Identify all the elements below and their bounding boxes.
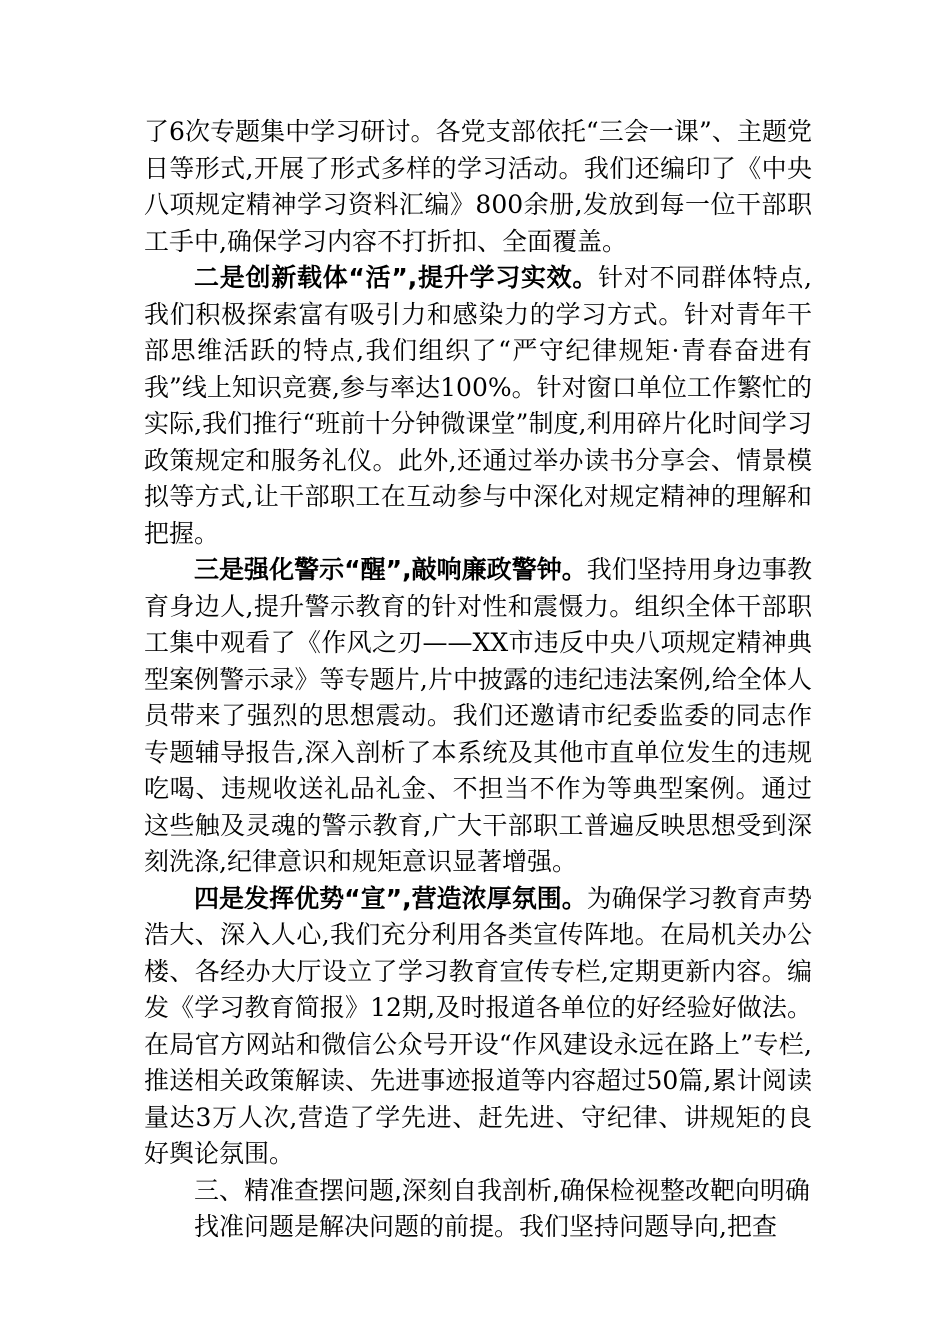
paragraph-lead: 四是发挥优势“宣”,营造浓厚氛围。 [194, 883, 587, 913]
paragraph-text: 我们坚持用身边事教育身边人,提升警示教育的针对性和震慑力。组织全体干部职工集中观看了《作风之刃——XX市违反中央八项规定精神典型案例警示录》等专题片,片中披露的违纪违法案例,给全体人员带来了强烈的思想震动。我们还邀请市纪委监委的同志作专题辅导报告,深入剖析了本系统及其他市直单位发生的违规吃喝、违规收送礼品礼金、不担当不作为等典型案例。通过这些触及灵魂的警示教育,广大干部职工普遍反映思想受到深刻洗涤,纪律意识和规矩意识显著增强。 [144, 555, 812, 876]
paragraph-text: 了6次专题集中学习研讨。各党支部依托“三会一课”、主题党日等形式,开展了形式多样的学习活动。我们还编印了《中央八项规定精神学习资料汇编》800余册,发放到每一位干部职工手中,确保学习内容不打折扣、全面覆盖。 [144, 117, 812, 256]
paragraph-continuation [144, 114, 812, 260]
paragraph-lead: 二是创新载体“活”,提升学习实效。 [194, 263, 599, 292]
paragraph-text: 为确保学习教育声势浩大、深入人心,我们充分利用各类宣传阵地。在局机关办公楼、各经办大厅设立了学习教育宣传专栏,定期更新内容。编发《学习教育简报》12期,及时报道各单位的好经验好做法。在局官方网站和微信公众号开设“作风建设永远在路上”专栏,推送相关政策解读、先进事迹报道等内容超过50篇,累计阅读量达3万人次,营造了学先进、赶先进、守纪律、讲规矩的良好舆论氛围。 [144, 883, 812, 1168]
paragraph-lead: 三是强化警示“醒”,敲响廉政警钟。 [194, 555, 587, 584]
paragraph-publicity [144, 881, 812, 1173]
paragraph-warning-education [144, 552, 812, 881]
section-heading-text: 三、精准查摆问题,深刻自我剖析,确保检视整改靶向明确 [194, 1175, 810, 1205]
body-text [144, 114, 812, 1246]
paragraph-text: 针对不同群体特点,我们积极探索富有吸引力和感染力的学习方式。针对青年干部思维活跃的特点,我们组织了“严守纪律规矩·青春奋进有我”线上知识竞赛,参与率达100%。针对窗口单位工作繁忙的实际,我们推行“班前十分钟微课堂”制度,利用碎片化时间学习政策规定和服务礼仪。此外,还通过举办读书分享会、情景模拟等方式,让干部职工在互动参与中深化对规定精神的理解和把握。 [144, 263, 812, 548]
paragraph-problem-finding [144, 1209, 812, 1246]
section-heading [144, 1173, 812, 1210]
paragraph-innovate-carrier [144, 260, 812, 552]
paragraph-text: 找准问题是解决问题的前提。我们坚持问题导向,把查 [194, 1212, 777, 1241]
